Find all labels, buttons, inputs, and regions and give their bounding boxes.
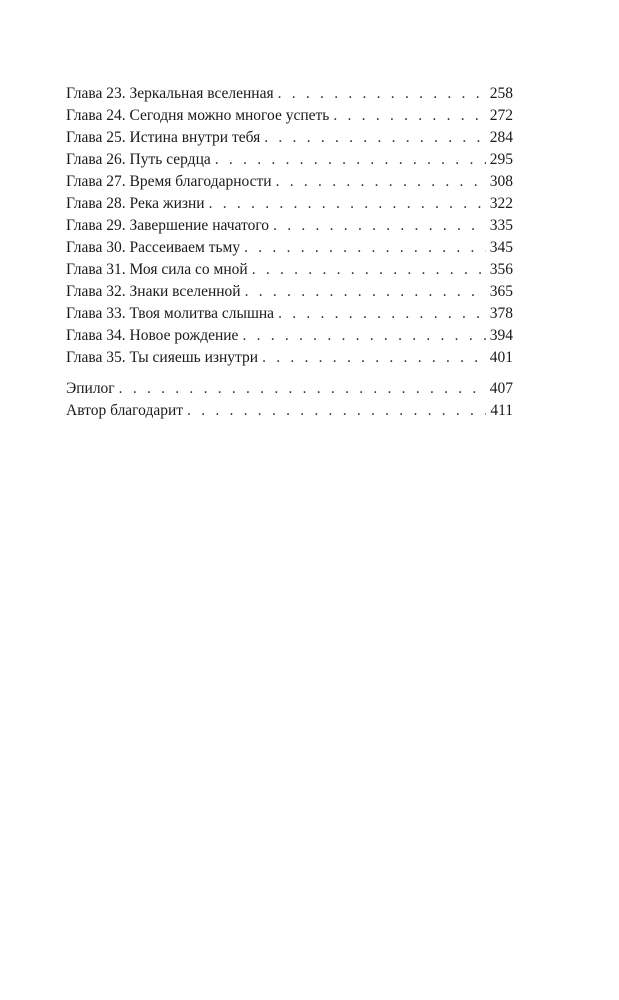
toc-entry-page-number: 308 xyxy=(489,173,513,190)
toc-entry-title: Глава 25. Истина внутри тебя xyxy=(66,129,261,146)
toc-entry xyxy=(66,193,513,215)
toc-entry-title: Глава 35. Ты сияешь изнутри xyxy=(66,349,259,366)
toc-entry xyxy=(66,105,513,127)
toc-entry xyxy=(66,83,513,105)
toc-entry xyxy=(66,303,513,325)
toc-entry-title: Эпилог xyxy=(66,380,115,397)
toc-entry xyxy=(66,171,513,193)
back-matter-list xyxy=(66,378,513,422)
dot-leader xyxy=(264,127,486,149)
toc-entry-title: Глава 24. Сегодня можно многое успеть xyxy=(66,107,330,124)
dot-leader xyxy=(119,378,486,400)
toc-entry-page-number: 345 xyxy=(489,239,513,256)
toc-entry-acknowledgements xyxy=(66,400,513,422)
dot-leader xyxy=(273,215,486,237)
dot-leader xyxy=(333,105,485,127)
dot-leader xyxy=(215,149,486,171)
dot-leader xyxy=(278,83,486,105)
toc-entry-page-number: 378 xyxy=(489,305,513,322)
toc-entry xyxy=(66,215,513,237)
toc-entry-title: Глава 34. Новое рождение xyxy=(66,327,239,344)
dot-leader xyxy=(187,400,486,422)
toc-entry-page-number: 258 xyxy=(489,85,513,102)
toc-entry-epilogue xyxy=(66,378,513,400)
toc-entry-title: Автор благодарит xyxy=(66,402,184,419)
toc-entry xyxy=(66,237,513,259)
toc-entry-title: Глава 30. Рассеиваем тьму xyxy=(66,239,241,256)
toc-entry-page-number: 295 xyxy=(489,151,513,168)
toc-entry-page-number: 407 xyxy=(489,380,513,397)
toc-entry-page-number: 335 xyxy=(489,217,513,234)
dot-leader xyxy=(252,259,486,281)
toc-entry-title: Глава 29. Завершение начатого xyxy=(66,217,270,234)
dot-leader xyxy=(276,171,486,193)
section-gap xyxy=(66,369,513,378)
toc-entry-page-number: 272 xyxy=(489,107,513,124)
dot-leader xyxy=(278,303,486,325)
dot-leader xyxy=(244,237,486,259)
toc-entry-title: Глава 31. Моя сила со мной xyxy=(66,261,248,278)
toc-entry-title: Глава 32. Знаки вселенной xyxy=(66,283,241,300)
dot-leader xyxy=(262,347,486,369)
table-of-contents xyxy=(66,83,513,422)
toc-entry-page-number: 394 xyxy=(489,327,513,344)
toc-entry xyxy=(66,347,513,369)
toc-entry xyxy=(66,259,513,281)
toc-entry xyxy=(66,325,513,347)
toc-entry-title: Глава 27. Время благодарности xyxy=(66,173,272,190)
toc-entry-page-number: 356 xyxy=(489,261,513,278)
dot-leader xyxy=(209,193,486,215)
toc-entry-title: Глава 33. Твоя молитва слышна xyxy=(66,305,275,322)
chapter-list xyxy=(66,83,513,369)
toc-entry-title: Глава 23. Зеркальная вселенная xyxy=(66,85,274,102)
dot-leader xyxy=(242,325,485,347)
toc-entry xyxy=(66,281,513,303)
toc-entry-page-number: 322 xyxy=(489,195,513,212)
dot-leader xyxy=(245,281,486,303)
toc-entry-page-number: 401 xyxy=(489,349,513,366)
toc-entry-page-number: 411 xyxy=(490,402,513,419)
toc-entry xyxy=(66,149,513,171)
toc-entry-title: Глава 26. Путь сердца xyxy=(66,151,211,168)
toc-entry xyxy=(66,127,513,149)
toc-entry-title: Глава 28. Река жизни xyxy=(66,195,205,212)
toc-entry-page-number: 365 xyxy=(489,283,513,300)
toc-entry-page-number: 284 xyxy=(489,129,513,146)
